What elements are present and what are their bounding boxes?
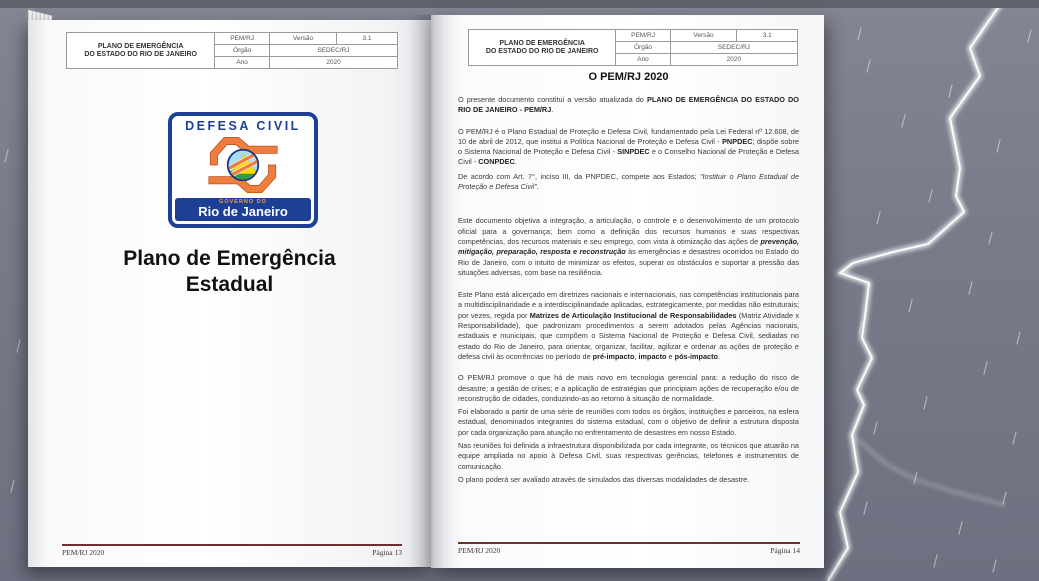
defesa-civil-logo [168,112,318,228]
left-page[interactable] [28,20,431,567]
header-cell: 3.1 [337,33,398,45]
lightning-branch [852,435,1005,505]
header-cell: PEM/RJ [616,30,670,42]
logo-rio-de-janeiro: Rio de Janeiro [198,204,288,220]
lightning-bolt-main [828,0,1006,581]
header-cell: Versão [670,30,737,42]
footer-doc-label: PEM/RJ 2020 [62,548,105,557]
paragraph: Nas reuniões foi definida a infraestrutura disponibilizada por cada integrante, os técnicos que atuarão na equipe ampliada no apoio à Defesa Civil, suas respectivas gerências, telefones e instrumentos de comunicação. [458,441,799,471]
paragraph: Este Plano está alicerçado em diretrizes nacionais e internacionais, nas competências institucionais para a multidisciplinaridade e a interdisciplinaridade aplicadas, estrategicamente, por medidas não estruturais; por vezes, regida por Matrizes de Articulação Institucional de Responsabilidades (Matriz Atividade x Responsabilidade), que padronizam procedimentos a serem adotados pelas Agências nacionais, estaduais e municipais, que compõem o Sistema Nacional de Proteção e Defesa Civil, sediadas no estado do Rio de Janeiro, para orientar, organizar, facilitar, agilizar e ordenar as ações de proteção e defesa civil às ocorrências no período de pré-impacto, impacto e pós-impacto. [458,290,800,361]
footer-page-number: Página 13 [372,548,402,557]
page-body [458,71,799,485]
header-cell: Ano [616,54,670,66]
paragraph: De acordo com Art. 7°, inciso III, da PNPDEC, compete aos Estados; "Instituir o Plano Estadual de Proteção e Defesa Civil". [458,171,799,192]
document-header-table [66,32,398,69]
footer-page-number: Página 14 [770,546,800,555]
section-heading: O PEM/RJ 2020 [588,71,669,83]
header-cell: Ano [215,57,270,69]
paragraph: O presente documento constitui a versão atualizada do PLANO DE EMERGÊNCIA DO ESTADO DO RIO DE JANEIRO - PEM/RJ. [458,95,799,115]
header-cell: Órgão [215,45,270,57]
page-footer [458,542,800,555]
logo-title: DEFESA CIVIL [185,119,301,133]
paragraph: Foi elaborado a partir de uma série de reuniões com todos os órgãos, instituições e parceiros, na esfera estadual, denominados integrantes do sistema estadual, com o objetivo de definir a estrutura disposta por cada organização para atuação no enfrentamento de desastres em nosso Estado. [458,407,799,437]
paragraph: O PEM/RJ é o Plano Estadual de Proteção e Defesa Civil, fundamentado pela Lei Federal nº 12.608, de 10 de abril de 2012, que institui a Política Nacional de Proteção e Defesa Civil - PNPDEC; dispõe sobre o Sistema Nacional de Proteção e Defesa Civil - SINPDEC e o Conselho Nacional de Proteção e Defesa Civil - CONPDEC. [458,126,799,167]
header-cell: 2020 [269,57,397,69]
cover-title: Plano de Emergência Estadual [123,247,336,297]
header-doc-title: PLANO DE EMERGÊNCIA DO ESTADO DO RIO DE JANEIRO [67,33,215,69]
header-cell: SEDEC/RJ [670,42,797,54]
header-cell: SEDEC/RJ [269,45,397,57]
logo-governo-do: GOVERNO DO [219,199,267,206]
paragraph: O PEM/RJ promove o que há de mais novo em tecnologia gerencial para: a redução do risco de desastre; a gestão de crises; e a aplicação de estratégias que principiam ações de recuperação e/ou de reconstrução de cidades, conduzindo-as ao retorno à situação de normalidade. [458,373,799,403]
document-header-table [468,29,798,66]
header-cell: Órgão [616,42,670,54]
paragraph: O plano poderá ser avaliado através de simulados das diversas modalidades de desastre. [458,474,750,484]
right-page[interactable] [431,15,824,568]
page-footer [62,544,402,557]
header-cell: 2020 [670,54,797,66]
header-cell: Versão [269,33,336,45]
top-shadow-band [0,0,1039,8]
logo-government-band [175,198,311,221]
book-spread [28,10,848,570]
footer-doc-label: PEM/RJ 2020 [458,546,501,555]
header-cell: PEM/RJ [215,33,270,45]
defesa-civil-emblem-icon [191,133,295,197]
paragraph: Este documento objetiva a integração, a articulação, o controle e o desenvolvimento de um protocolo oficial para a governança; bem como a definição dos recursos humanos e suas respectivas competências, dos recursos materiais e seu emprego, com vista à otimização das ações de prevenção, mitigação, preparação, resposta e reconstrução às emergências e desastres ocorridos no Estado do Rio de Janeiro, com o intuito de minimizar os efeitos, superar os obstáculos e suportar a pressão das situações adversas, com base na resiliência. [458,216,799,277]
header-doc-title: PLANO DE EMERGÊNCIA DO ESTADO DO RIO DE JANEIRO [469,30,616,66]
header-cell: 3.1 [737,30,798,42]
